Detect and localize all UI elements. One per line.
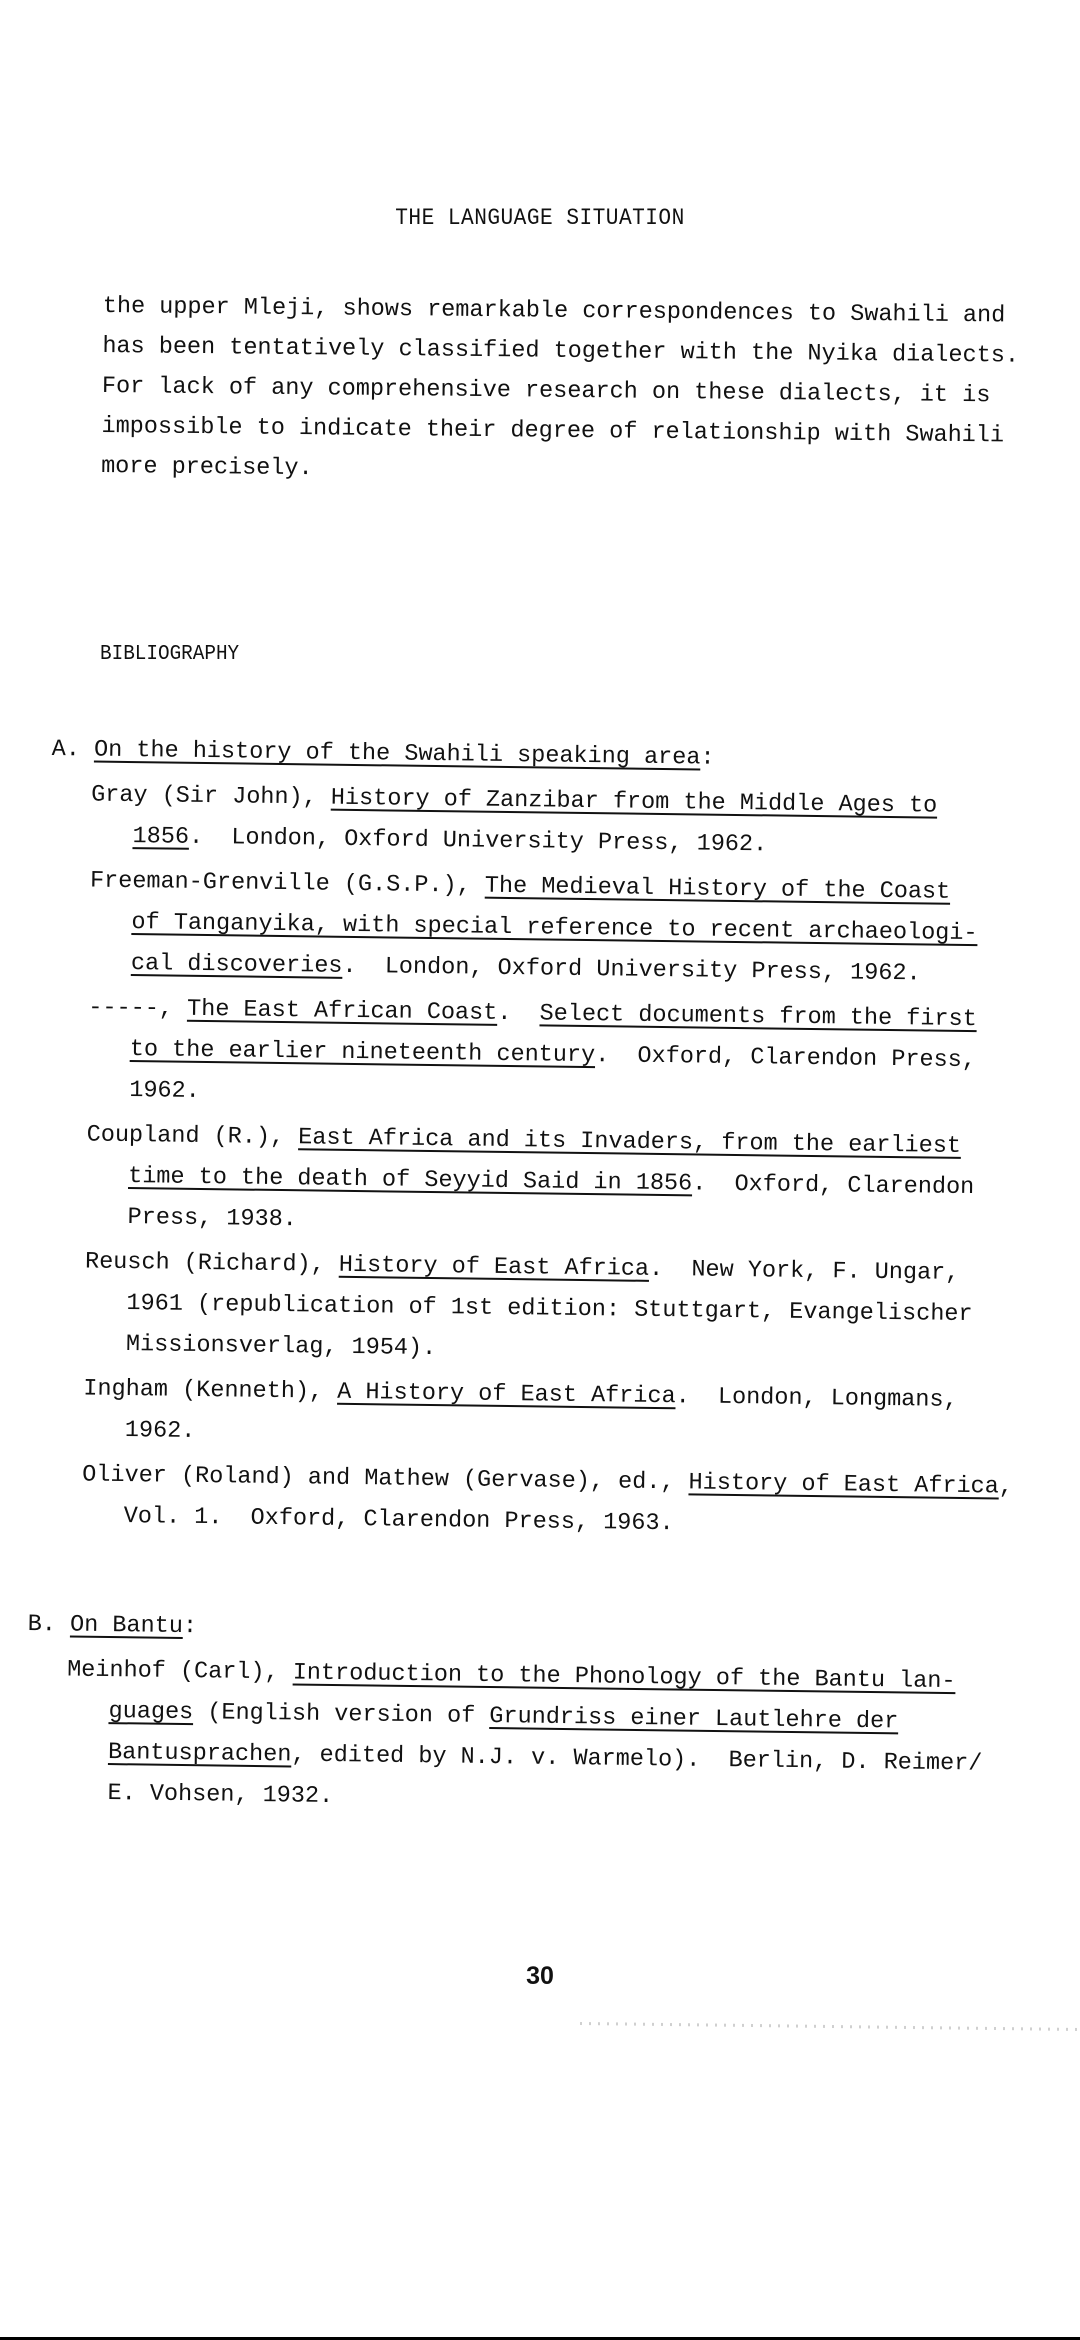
bibliography-entry [89,861,1071,997]
underlined-title: cal discoveries [130,950,343,980]
entry-text: Gray (Sir John), [90,781,332,812]
entry-text: (English version of [193,1699,490,1731]
bibliography-entry [84,1241,1066,1377]
underlined-title: The Medieval History of the Coast [484,872,951,906]
underlined-title: History of East Africa [688,1469,1000,1501]
entry-text: Freeman-Grenville (G.S.P.), [89,867,486,900]
entry-text: , edited by N.J. v. Warmelo). Berlin, D. Reimer/ [291,1741,983,1778]
paragraph-line: impossible to indicate their degree of relationship with Swahili [101,412,1005,450]
bibliography-heading: BIBLIOGRAPHY [100,643,240,666]
underlined-title: Grundriss einer Lautlehre der [489,1703,899,1736]
entry-text: Oliver (Roland) and Mathew (Gervase), ed., [82,1461,689,1497]
section-title-text: On the history of the Swahili speaking area [93,736,701,772]
underlined-title: Introduction to the Phonology of the Bantu lan- [292,1659,956,1696]
entry-text: Ingham (Kenneth), [83,1375,338,1406]
paragraph-line: more precisely. [100,452,313,483]
underlined-title: A History of East Africa [337,1378,676,1411]
underlined-title: 1856 [132,823,190,851]
running-head: THE LANGUAGE SITUATION [395,205,685,231]
section-title-suffix: : [182,1613,198,1641]
section-title-suffix: : [700,744,715,772]
bibliography-entry [81,1454,1062,1549]
entry-text: . [497,999,540,1028]
entry-text: . London, Oxford University Press, 1962. [342,952,921,988]
section-label: A. [51,735,81,764]
bibliography-entry [65,1650,1067,1827]
entry-text: 1961 (republication of 1st edition: Stuttgart, Evangelischer [126,1290,973,1329]
underlined-title: Select documents from the first [539,1000,977,1034]
entry-text: Meinhof (Carl), [66,1656,293,1687]
bibliography-entry [90,775,1071,870]
underlined-title: The East African Coast [186,995,498,1027]
body-paragraph [101,287,1063,497]
entry-text: . New York, F. Ungar, [648,1255,960,1287]
paragraph-line: the upper Mleji, shows remarkable correspondences to Swahili and [102,292,1006,330]
entry-text: . Oxford, Clarendon [692,1170,975,1202]
entry-text: Press, 1938. [127,1204,298,1234]
underlined-title: of Tanganyika, with special reference to recent archaeologi- [131,909,978,948]
bibliography-entry [85,1114,1067,1250]
entry-text: Vol. 1. Oxford, Clarendon Press, 1963. [123,1503,674,1538]
bibliography-entry [87,988,1069,1124]
entry-text: E. Vohsen, 1932. [107,1780,334,1811]
entry-text: 1962. [129,1077,200,1105]
underlined-title: Bantusprachen [107,1739,292,1769]
entry-text: -----, [88,994,188,1023]
entry-text: Coupland (R.), [86,1121,299,1152]
entry-text: , [998,1473,1014,1501]
entry-text: . Oxford, Clarendon Press, [594,1042,977,1075]
underlined-title: History of Zanzibar from the Middle Ages to [330,784,938,820]
entry-list [41,774,1071,1549]
underlined-title: History of East Africa [338,1251,650,1283]
entry-text: . London, Longmans, [675,1383,958,1414]
scan-artifact [580,2022,1080,2031]
page-number: 30 [526,1962,554,1990]
section-label: B. [27,1610,57,1639]
entry-text: . London, Oxford University Press, 1962. [188,823,768,859]
paragraph-line: has been tentatively classified together with the Nyika dialects. [102,332,1020,370]
underlined-title: to the earlier nineteenth century [129,1036,596,1070]
entry-text: Reusch (Richard), [84,1248,340,1279]
entry-text: Missionsverlag, 1954). [125,1331,437,1363]
underlined-title: time to the death of Seyyid Said in 1856 [127,1163,693,1198]
bibliography-entry [83,1368,1064,1463]
paragraph-line: For lack of any comprehensive research on these dialects, it is [101,372,991,410]
underlined-title: East Africa and its Invaders, from the earliest [298,1124,962,1160]
bibliography-section-b [25,1605,1068,1827]
entry-text: 1962. [124,1417,196,1445]
bibliography-section-a [41,730,1071,1549]
entry-list [25,1649,1067,1827]
section-title-text: On Bantu [69,1611,184,1641]
underlined-title: guages [108,1698,194,1727]
